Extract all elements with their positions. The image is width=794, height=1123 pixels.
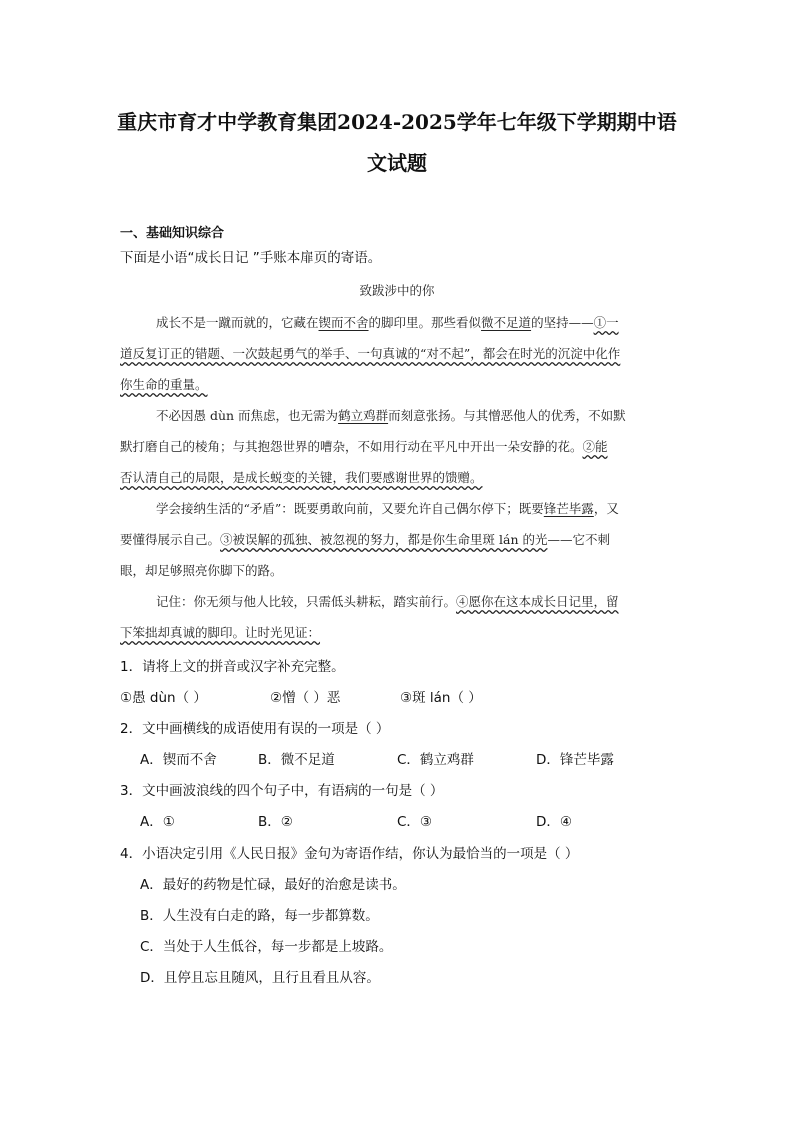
q3-option-d: D．④ (536, 814, 572, 830)
p2-text-a: 不必因愚 dùn 而焦虑，也无需为 (156, 408, 339, 423)
question-3-stem: 3．文中画波浪线的四个句子中，有语病的一句是（ ） (120, 783, 444, 799)
p3-text-line2c: ——它不刺 (547, 532, 610, 547)
q4-option-a: A．最好的药物是忙碌，最好的治愈是读书。 (140, 877, 406, 893)
q3-option-a: A．① (140, 814, 175, 830)
q2-option-b: B．微不足道 (258, 752, 335, 768)
wavy-sentence-2-start: ②能 (582, 439, 608, 454)
passage-p2-line2 (120, 437, 676, 455)
idiom-underlined-2: 微不足道 (481, 315, 532, 330)
passage-p2-line1 (120, 406, 676, 424)
p3-text-c: ，又 (593, 501, 619, 516)
passage-p2-line3 (120, 468, 676, 486)
intro-text: 下面是小语“成长日记 ”手账本扉页的寄语。 (120, 250, 382, 266)
question-1-stem: 1．请将上文的拼音或汉字补充完整。 (120, 659, 345, 675)
passage-p3-line1 (120, 499, 676, 517)
wavy-sentence-4-start: ④愿你在这本成长日记里，留 (456, 594, 619, 609)
p1-text-e: 的坚持—— (531, 315, 594, 330)
wavy-sentence-2: 否认清自己的局限，是成长蜕变的关键，我们要感谢世界的馈赠。 (120, 470, 483, 485)
page-title-line1: 重庆市育才中学教育集团2024-2025学年七年级下学期期中语 (117, 110, 677, 134)
q4-option-c: C．当处于人生低谷，每一步都是上坡路。 (140, 939, 393, 955)
wavy-sentence-1-end: 你生命的重量。 (120, 377, 208, 392)
passage-p4-line2 (120, 623, 676, 641)
q1-blank-2: ②憎（ ）恶 (270, 690, 341, 706)
p1-text-a: 成长不是一蹴而就的，它藏在 (156, 315, 319, 330)
idiom-underlined-4: 锋芒毕露 (543, 501, 594, 516)
p3-text-a: 学会接纳生活的“矛盾”：既要勇敢向前，又要允许自己偶尔停下；既要 (156, 501, 544, 516)
p2-text-c: 而刻意张扬。与其憎恶他人的优秀，不如默 (388, 408, 626, 423)
p1-text-c: 的脚印里。那些看似 (368, 315, 482, 330)
q4-option-b: B．人生没有白走的路，每一步都算数。 (140, 908, 379, 924)
p3-text-line2a: 要懂得展示自己。 (120, 532, 221, 547)
passage-title: 致跋涉中的你 (359, 283, 435, 298)
q1-blank-1: ①愚 dùn（ ） (120, 690, 207, 706)
passage-p4-line1 (120, 592, 676, 610)
wavy-sentence-3: ③被误解的孤独、被忽视的努力，都是你生命里斑 lán 的光 (220, 532, 548, 547)
passage-p1-line1 (120, 313, 676, 331)
p3-text-line3: 眼，却足够照亮你脚下的路。 (120, 563, 283, 578)
wavy-sentence-1: 道反复订正的错题、一次鼓起勇气的举手、一句真诚的“对不起”，都会在时光的沉淀中化作 (120, 346, 621, 361)
passage-p3-line2 (120, 530, 676, 548)
q2-option-a: A．锲而不舍 (140, 752, 217, 768)
page-title-line2: 文试题 (367, 151, 427, 175)
wavy-sentence-4: 下笨拙却真诚的脚印。让时光见证： (120, 625, 321, 640)
q4-option-d: D．且停且忘且随风，且行且看且从容。 (140, 970, 380, 986)
idiom-underlined-3: 鹤立鸡群 (338, 408, 389, 423)
p4-text-a: 记住：你无须与他人比较，只需低头耕耘，踏实前行。 (156, 594, 457, 609)
passage-p1-line3 (120, 375, 676, 393)
q2-option-c: C．鹤立鸡群 (397, 752, 474, 768)
idiom-underlined-1: 锲而不舍 (318, 315, 369, 330)
p2-text-line2: 默打磨自己的棱角；与其抱怨世界的嘈杂，不如用行动在平凡中开出一朵安静的花。 (120, 439, 583, 454)
question-2-stem: 2．文中画横线的成语使用有误的一项是（ ） (120, 721, 390, 737)
wavy-sentence-1-start: ①一 (593, 315, 619, 330)
q3-option-b: B．② (258, 814, 293, 830)
q2-option-d: D．锋芒毕露 (536, 752, 614, 768)
passage-p3-line3 (120, 561, 676, 579)
q1-blank-3: ③斑 lán（ ） (400, 690, 482, 706)
q3-option-c: C．③ (397, 814, 433, 830)
section-heading: 一、基础知识综合 (120, 226, 225, 241)
question-4-stem: 4．小语决定引用《人民日报》金句为寄语作结，你认为最恰当的一项是（ ） (120, 846, 579, 862)
passage-p1-line2 (120, 344, 676, 362)
